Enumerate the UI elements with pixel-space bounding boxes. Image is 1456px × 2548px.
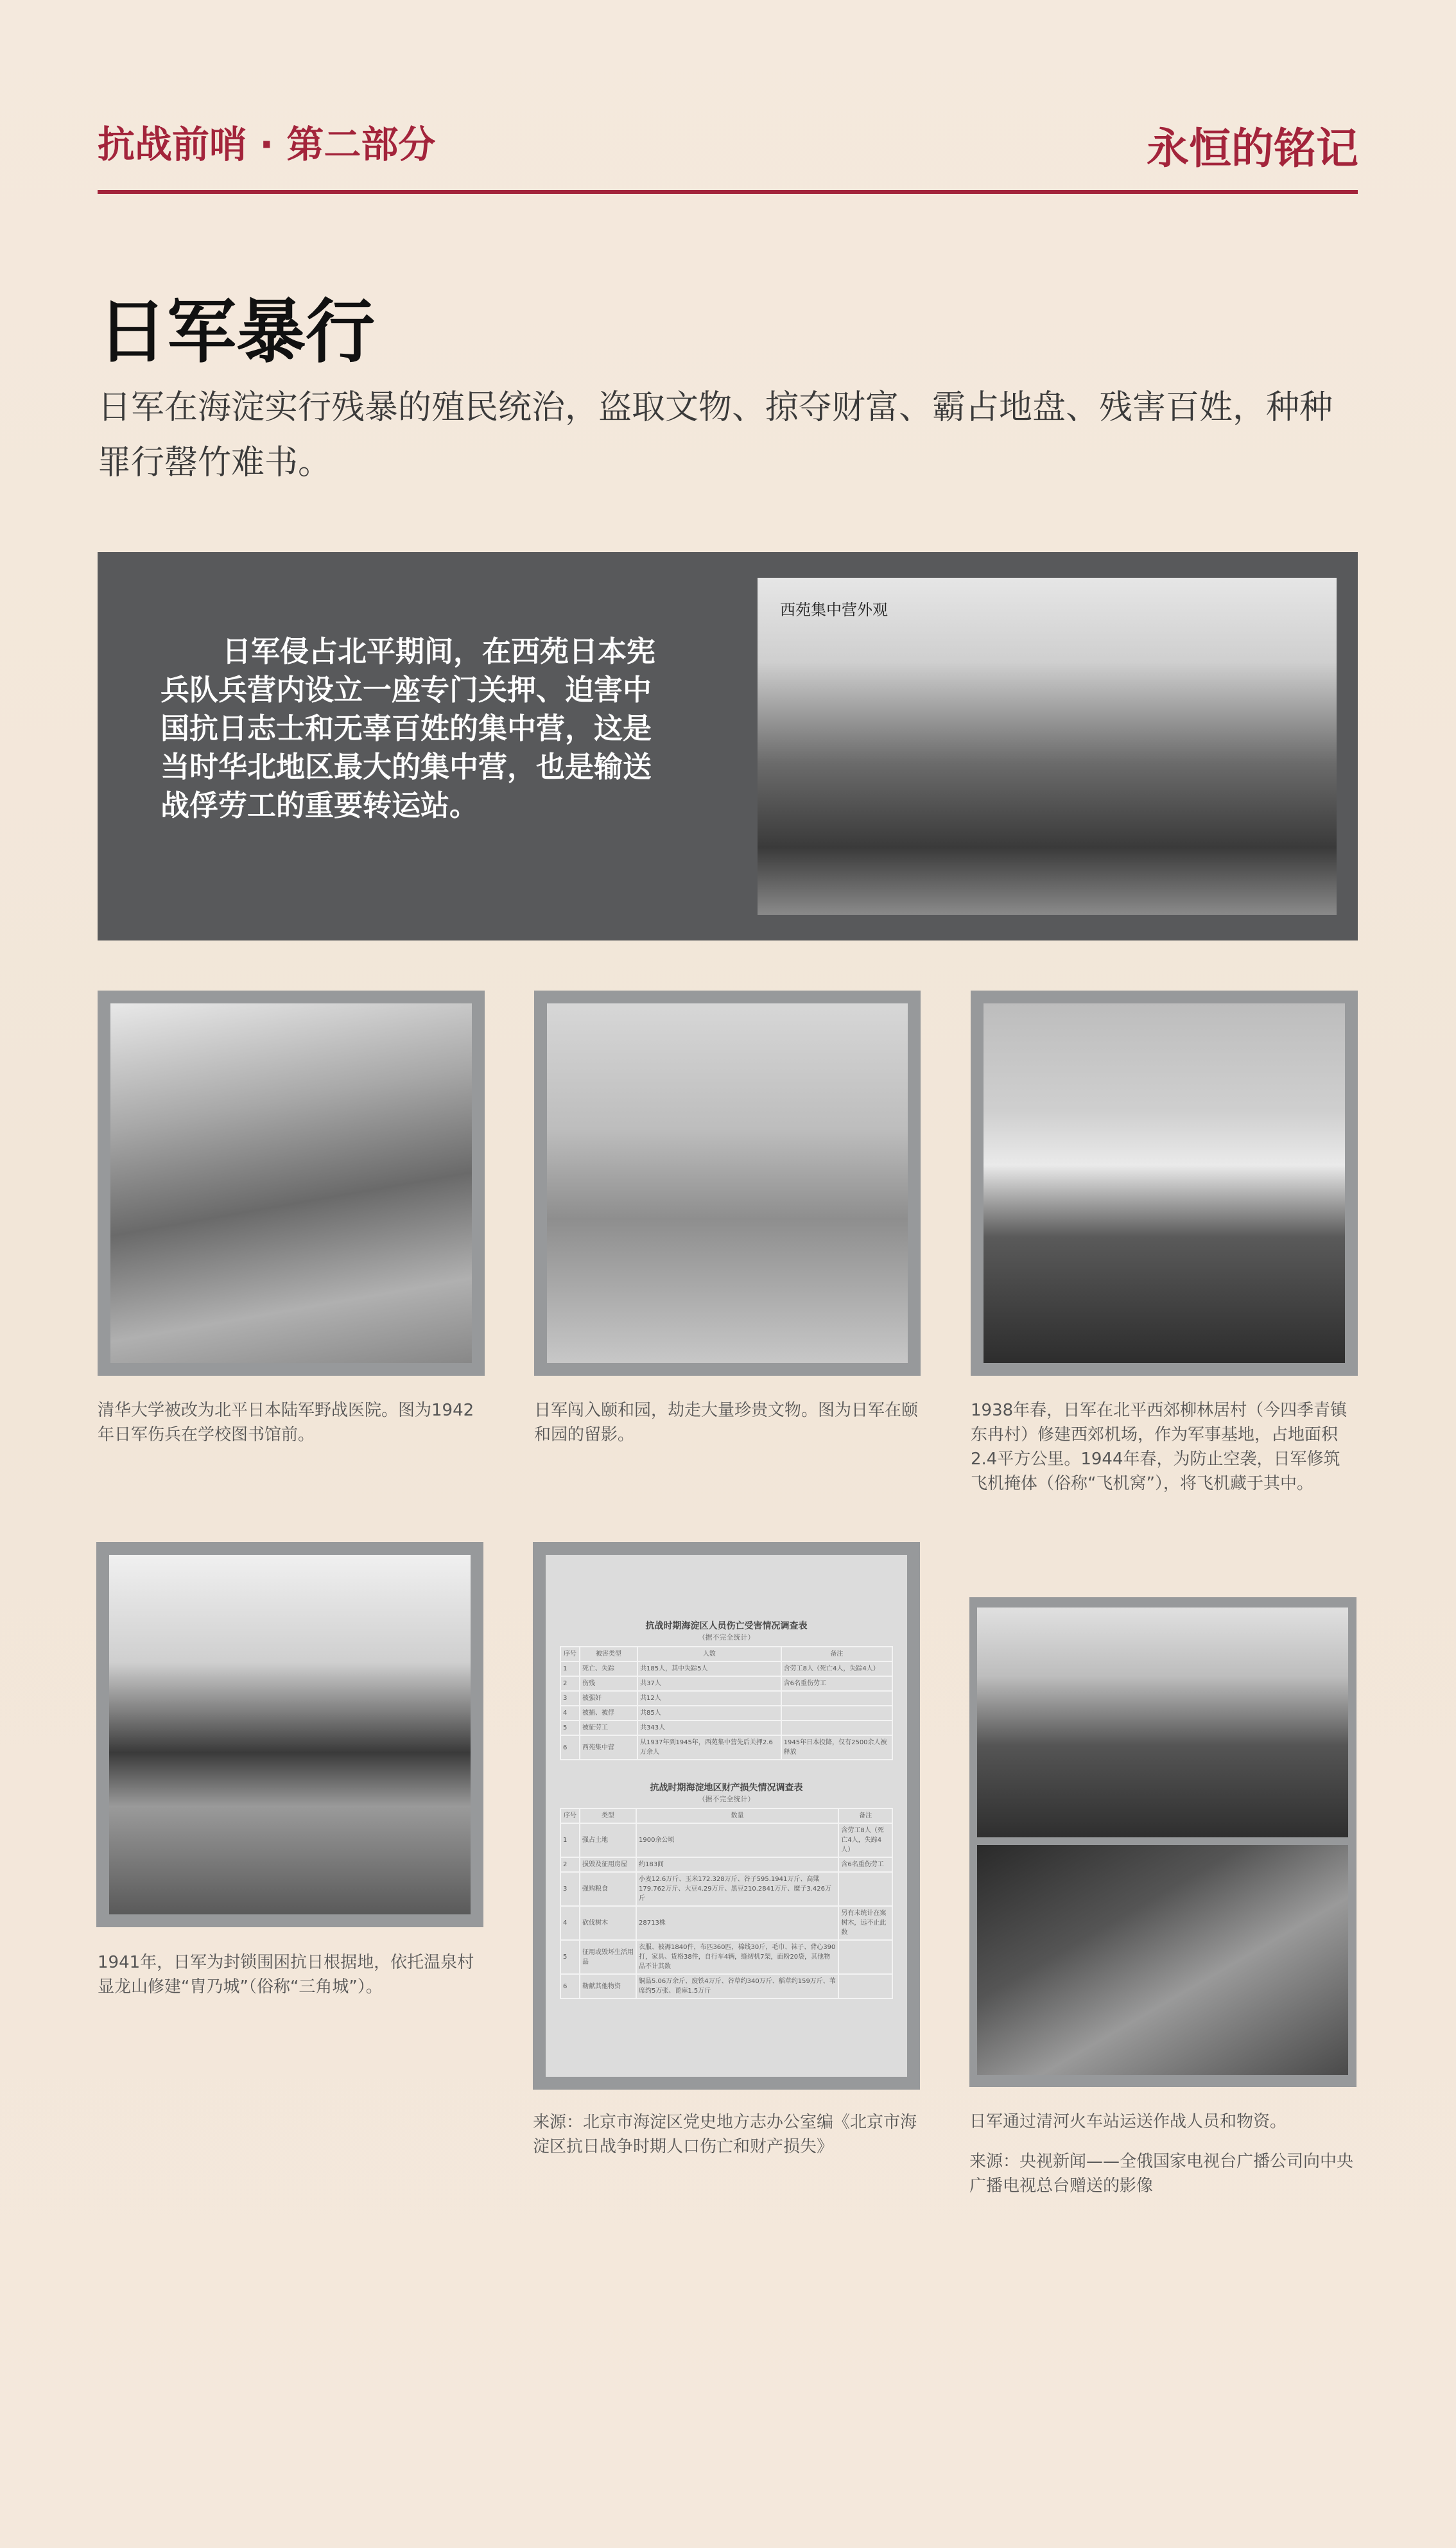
table-header-cell: 类型 [580, 1808, 636, 1823]
table-cell: 2 [560, 1857, 580, 1872]
table-cell: 强占土地 [580, 1823, 636, 1857]
table-cell: 衣服、被褥1840件，布匹360匹，棉线30斤，毛巾、袜子、背心390打，家具、货格38件，自行车4辆，缝纫机7架，面粉20袋，其他物品不计其数 [636, 1940, 838, 1974]
table-row [560, 1857, 892, 1872]
table-cell: 4 [560, 1706, 580, 1720]
table-cell [838, 1940, 892, 1974]
table-cell [838, 1974, 892, 1998]
page-title: 日军暴行 [98, 292, 376, 372]
table-cell: 被征劳工 [580, 1720, 637, 1735]
photo-frame [534, 991, 921, 1376]
table-header-cell: 备注 [781, 1647, 892, 1661]
table-row [560, 1706, 892, 1720]
caption-summer-palace: 日军闯入颐和园，劫走大量珍贵文物。图为日军在颐和园的留影。 [534, 1401, 919, 1444]
summer-palace-photo [547, 1003, 908, 1363]
caption-doc-source: 来源：北京市海淀区党史地方志办公室编《北京市海淀区抗日战争时期人口伤亡和财产损失》 [533, 2113, 917, 2156]
fort-photo [109, 1555, 471, 1914]
property-table-subtitle: （据不完全统计） [698, 1795, 755, 1803]
feature-text: 日军侵占北平期间，在西苑日本宪兵队兵营内设立一座专门关押、迫害中国抗日志士和无辜百姓的集中营，这是当时华北地区最大的集中营，也是输送战俘劳工的重要转运站。 [160, 634, 656, 822]
table-header-cell: 备注 [838, 1808, 892, 1823]
property-table [560, 1808, 893, 1999]
brand-title: 永恒的铭记 [1147, 124, 1358, 173]
photo-frame [969, 1597, 1356, 2087]
table-cell: 被强奸 [580, 1691, 637, 1706]
casualty-table [560, 1646, 893, 1760]
tsinghua-soldiers-photo [110, 1003, 472, 1363]
table-cell: 勒献其他物资 [580, 1974, 636, 1998]
table-row [560, 1691, 892, 1706]
table-cell [781, 1706, 892, 1720]
table-row [560, 1872, 892, 1906]
table-row [560, 1940, 892, 1974]
table-cell: 1 [560, 1823, 580, 1857]
train-soldiers-photo [977, 1845, 1348, 2075]
table-cell: 6 [560, 1974, 580, 1998]
table-header-cell: 序号 [560, 1647, 580, 1661]
table-row [560, 1676, 892, 1691]
table-cell: 6 [560, 1735, 580, 1760]
casualty-table-subtitle: （据不完全统计） [698, 1633, 755, 1642]
table-cell: 死亡、失踪 [580, 1661, 637, 1676]
table-cell: 约183间 [636, 1857, 838, 1872]
table-cell: 西苑集中营 [580, 1735, 637, 1760]
table-cell: 小麦12.6万斤、玉米172.328万斤、谷子595.1941万斤、高粱179.762万斤、大豆4.29万斤、黑豆210.2841万斤、糜子3.426万斤 [636, 1872, 838, 1906]
table-cell: 共37人 [637, 1676, 781, 1691]
caption-train-source: 来源：央视新闻——全俄国家电视台广播公司向中央广播电视总台赠送的影像 [969, 2152, 1354, 2196]
table-cell: 2 [560, 1676, 580, 1691]
photo-frame [96, 1542, 483, 1927]
caption-train: 日军通过清河火车站运送作战人员和物资。 [969, 2112, 1287, 2131]
table-cell: 伤残 [580, 1676, 637, 1691]
survey-document [546, 1555, 907, 2077]
table-cell: 含6名重伤劳工 [781, 1676, 892, 1691]
table-cell: 铜品5.06万余斤、废铁4万斤、谷草约340万斤、稻草约159万斤、苇席约5万张、蓖麻1.5万斤 [636, 1974, 838, 1998]
table-cell: 征用或毁坏生活用品 [580, 1940, 636, 1974]
table-cell: 砍伐树木 [580, 1906, 636, 1940]
table-header-cell: 被害类型 [580, 1647, 637, 1661]
table-cell: 从1937年到1945年，西苑集中营先后关押2.6万余人 [637, 1735, 781, 1760]
table-row [560, 1720, 892, 1735]
table-cell: 另有未统计在案树木，远不止此数 [838, 1906, 892, 1940]
table-row [560, 1823, 892, 1857]
document-frame [533, 1542, 920, 2090]
table-cell: 共85人 [637, 1706, 781, 1720]
table-row [560, 1906, 892, 1940]
table-cell: 1900余公顷 [636, 1823, 838, 1857]
casualty-table-title: 抗战时期海淀区人员伤亡受害情况调查表 [645, 1621, 808, 1631]
photo-frame [971, 991, 1358, 1376]
table-cell: 1 [560, 1661, 580, 1676]
photo-frame [98, 991, 485, 1376]
table-cell [781, 1691, 892, 1706]
caption-fort: 1941年，日军为封锁围困抗日根据地，依托温泉村显龙山修建“胄乃城”（俗称“三角城”）。 [98, 1953, 474, 1997]
table-cell: 共12人 [637, 1691, 781, 1706]
table-header-cell: 序号 [560, 1808, 580, 1823]
table-cell [781, 1720, 892, 1735]
table-cell: 5 [560, 1720, 580, 1735]
table-row [560, 1735, 892, 1760]
section-label: 抗战前哨 · 第二部分 [98, 123, 436, 166]
table-cell: 含6名重伤劳工 [838, 1857, 892, 1872]
table-cell: 1945年日本投降，仅有2500余人被释放 [781, 1735, 892, 1760]
table-cell: 强购粮食 [580, 1872, 636, 1906]
table-cell: 3 [560, 1872, 580, 1906]
table-cell: 含劳工8人（死亡4人，失踪4人） [781, 1661, 892, 1676]
xiyuan-camp-photo [758, 578, 1337, 915]
table-cell: 损毁及征用房屋 [580, 1857, 636, 1872]
table-row [560, 1661, 892, 1676]
table-cell: 共343人 [637, 1720, 781, 1735]
caption-airfield: 1938年春，日军在北平西郊柳林居村（今四季青镇东冉村）修建西郊机场，作为军事基地，占地面积2.4平方公里。1944年春，为防止空袭，日军修筑飞机掩体（俗称“飞机窝”），将飞机藏于其中。 [971, 1401, 1348, 1493]
airfield-photo [984, 1003, 1345, 1363]
table-cell: 5 [560, 1940, 580, 1974]
caption-tsinghua: 清华大学被改为北平日本陆军野战医院。图为1942年日军伤兵在学校图书馆前。 [98, 1401, 474, 1444]
table-cell: 4 [560, 1906, 580, 1940]
table-row [560, 1974, 892, 1998]
table-cell [838, 1872, 892, 1906]
table-cell: 共185人，其中失踪5人 [637, 1661, 781, 1676]
table-cell: 被捕、被俘 [580, 1706, 637, 1720]
table-cell: 28713株 [636, 1906, 838, 1940]
intro-text: 日军在海淀实行残暴的殖民统治，盗取文物、掠夺财富、霸占地盘、残害百姓，种种罪行罄竹难书。 [98, 388, 1333, 482]
table-cell: 含劳工8人（死亡4人，失踪4人） [838, 1823, 892, 1857]
qinghe-station-photo [977, 1608, 1348, 1837]
table-cell: 3 [560, 1691, 580, 1706]
table-header-cell: 数量 [636, 1808, 838, 1823]
property-table-title: 抗战时期海淀地区财产损失情况调查表 [650, 1783, 803, 1793]
header-divider [98, 190, 1358, 194]
table-header-cell: 人数 [637, 1647, 781, 1661]
photo-label: 西苑集中营外观 [780, 601, 888, 619]
